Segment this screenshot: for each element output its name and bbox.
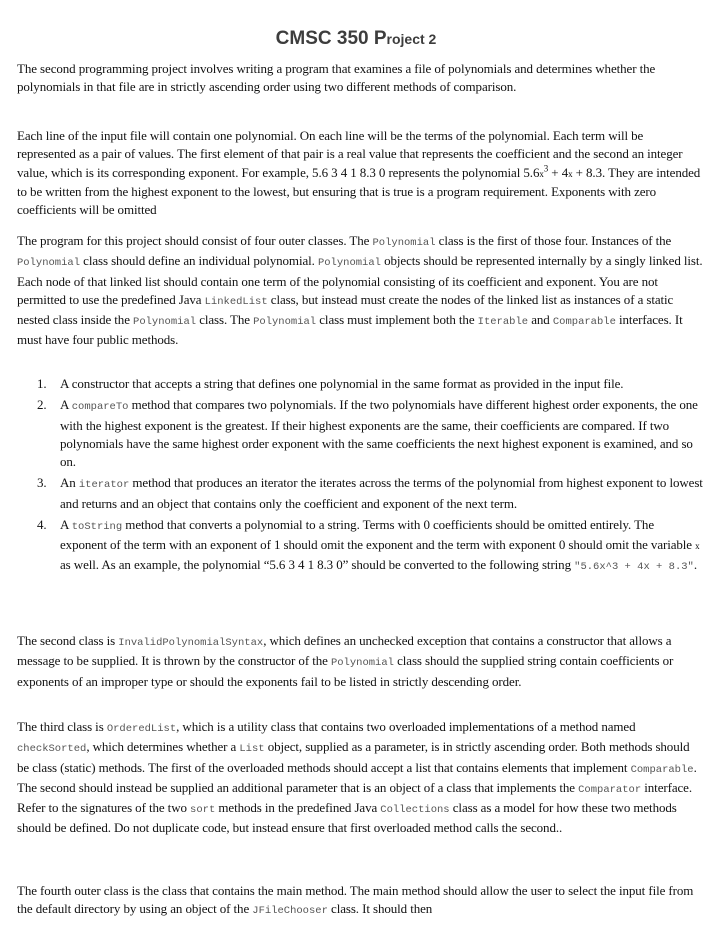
list-number: 2. bbox=[37, 397, 47, 413]
intro-text: The second programming project involves writing a program that examines a file of polynomials and determines whether the polynomials in that file are in strictly ascending order using two different methods of comparison. bbox=[17, 61, 656, 95]
intro-paragraph bbox=[17, 60, 703, 97]
code-polynomial: Polynomial bbox=[330, 657, 394, 670]
list-number: 1. bbox=[37, 376, 47, 391]
code-orderedlist: OrderedList bbox=[106, 723, 177, 735]
text-run: method that converts a polynomial to a string. Terms with 0 coefficients should be omitted entirely. The exponent of the term with an exponent of 1 should omit the exponent and the term with exponent 0 should omit the variable bbox=[60, 517, 696, 553]
text-run: An bbox=[60, 475, 79, 491]
code-iterable: Iterable bbox=[477, 316, 529, 329]
text-run: Each line of the input file will contain one polynomial. On each line will be the terms of the polynomial. Each term will be represented as a pair of values. The first element of that pair is a real value that represents the coefficient and the second an integer value, which is its corresponding exponent. For example, 5.6 3 4 1 8.3 0 represents the polynomial 5.6 bbox=[17, 128, 683, 180]
variable-x: x bbox=[539, 168, 544, 179]
text-run: . The second should instead be supplied an additional parameter that is an object of a class that implements the bbox=[17, 759, 697, 795]
code-checksorted: checkSorted bbox=[17, 743, 87, 756]
text-run: class should the supplied string contain coefficients or exponents of an improper type or should the exponents fail to be listed in strictly descending order. bbox=[17, 653, 674, 689]
method-item-tostring bbox=[17, 516, 703, 576]
text-run: class, but instead must create the nodes of the linked list as instances of a static nested class inside the bbox=[17, 291, 674, 328]
polynomial-class-paragraph bbox=[17, 232, 703, 350]
code-compareto: compareTo bbox=[71, 401, 129, 414]
exponent: 3 bbox=[543, 163, 549, 174]
text-run: class is the first of those four. Instances of the bbox=[435, 233, 672, 248]
text-run: The second class is bbox=[17, 633, 119, 648]
text-run: objects should be represented internally by a singly linked list. Each node of that linked list should contain one term of the polynomial consisting of its coefficient and exponent. You are not permitted to use the predefined Java bbox=[17, 253, 703, 307]
text-run: . bbox=[693, 556, 698, 572]
code-comparable: Comparable bbox=[552, 316, 616, 329]
methods-list bbox=[17, 375, 703, 576]
input-format-paragraph bbox=[17, 127, 703, 219]
method-item-iterator bbox=[17, 474, 703, 513]
text-run: method that produces an iterator the iterates across the terms of the polynomial from highest exponent to lowest and returns and an object that contains only the coefficient and exponent of the next term. bbox=[60, 475, 703, 511]
variable-x: x bbox=[695, 541, 700, 552]
exception-class-paragraph bbox=[17, 632, 703, 691]
code-polynomial: Polynomial bbox=[372, 237, 436, 249]
text-run: interfaces. It must have four public methods. bbox=[17, 312, 683, 348]
list-number: 4. bbox=[37, 517, 47, 533]
code-linkedlist: LinkedList bbox=[204, 295, 268, 308]
text-run: methods in the predefined Java bbox=[215, 800, 381, 816]
text-run: The fourth outer class is the class that contains the main method. The main method should allow the user to select the input file from the default directory by using an object of the bbox=[17, 883, 694, 917]
list-number: 3. bbox=[37, 475, 47, 491]
text-run: , which defines an unchecked exception that contains a constructor that allows a message to be supplied. It is thrown by the constructor of the bbox=[17, 633, 672, 669]
code-iterator: iterator bbox=[78, 479, 130, 492]
text-run: object, supplied as a parameter, is in strictly ascending order. Both methods should be class (static) methods. The first of the overloaded methods should accept a list that contains elements that implement bbox=[17, 739, 690, 775]
code-comparable: Comparable bbox=[630, 763, 694, 776]
method-item-compareto bbox=[17, 396, 703, 471]
text-run: and bbox=[528, 312, 553, 328]
text-run: The program for this project should consist of four outer classes. The bbox=[17, 233, 373, 248]
code-polynomial: Polynomial bbox=[317, 257, 381, 270]
text-run: class must implement both the bbox=[316, 312, 478, 328]
code-comparator: Comparator bbox=[578, 783, 642, 796]
text-run: class. The bbox=[196, 312, 254, 328]
text-run: class. It should then bbox=[327, 901, 433, 917]
orderedlist-class-paragraph bbox=[17, 718, 703, 838]
code-polynomial: Polynomial bbox=[253, 316, 317, 329]
text-run: interface. Refer to the signatures of the two bbox=[17, 779, 692, 816]
code-invalidpolynomialsyntax: InvalidPolynomialSyntax bbox=[118, 637, 264, 649]
main-class-paragraph bbox=[17, 882, 703, 921]
code-tostring: toString bbox=[71, 521, 123, 534]
text-run: A constructor that accepts a string that defines one polynomial in the same format as provided in the input file. bbox=[60, 376, 624, 391]
code-example-string: "5.6x^3 + 4x + 8.3" bbox=[574, 560, 694, 573]
text-run: , which determines whether a bbox=[86, 739, 240, 755]
page-title bbox=[0, 29, 712, 55]
code-jfilechooser: JFileChooser bbox=[252, 905, 328, 918]
text-run: , which is a utility class that contains two overloaded implementations of a method named bbox=[176, 719, 636, 734]
title-small: roject 2 bbox=[386, 31, 437, 47]
variable-x: x bbox=[568, 168, 573, 179]
code-sort: sort bbox=[190, 804, 216, 817]
code-polynomial: Polynomial bbox=[133, 316, 197, 329]
text-run: The third class is bbox=[17, 719, 107, 734]
text-run: as well. As an example, the polynomial “5.6 3 4 1 8.3 0” should be converted to the following string bbox=[60, 556, 575, 572]
code-list: List bbox=[239, 743, 265, 756]
text-run: class should define an individual polynomial. bbox=[80, 253, 318, 269]
method-item-constructor bbox=[17, 375, 703, 393]
title-main: CMSC 350 P bbox=[275, 28, 387, 49]
text-run: method that compares two polynomials. If the two polynomials have different highest order exponents, the one with the highest exponent is the greatest. If their highest exponents are the same, their coefficients are compared. If two polynomials have the same highest order exponent with the same coefficients the next highest exponent is examined, and so on. bbox=[60, 397, 698, 470]
text-run: A bbox=[60, 397, 72, 413]
code-collections: Collections bbox=[380, 804, 450, 817]
text-run: class as a model for how these two methods should be defined. Do not duplicate code, but instead ensure that first overloaded method calls the second.. bbox=[17, 800, 677, 836]
text-run: + 8.3. They are intended to be written from the highest exponent to the lowest, but ensuring that is true is a program requirement. Exponents with zero coefficients will be omitted bbox=[17, 164, 701, 218]
text-run: A bbox=[60, 517, 72, 533]
text-run: + 4 bbox=[548, 164, 569, 180]
code-polynomial: Polynomial bbox=[17, 257, 81, 270]
